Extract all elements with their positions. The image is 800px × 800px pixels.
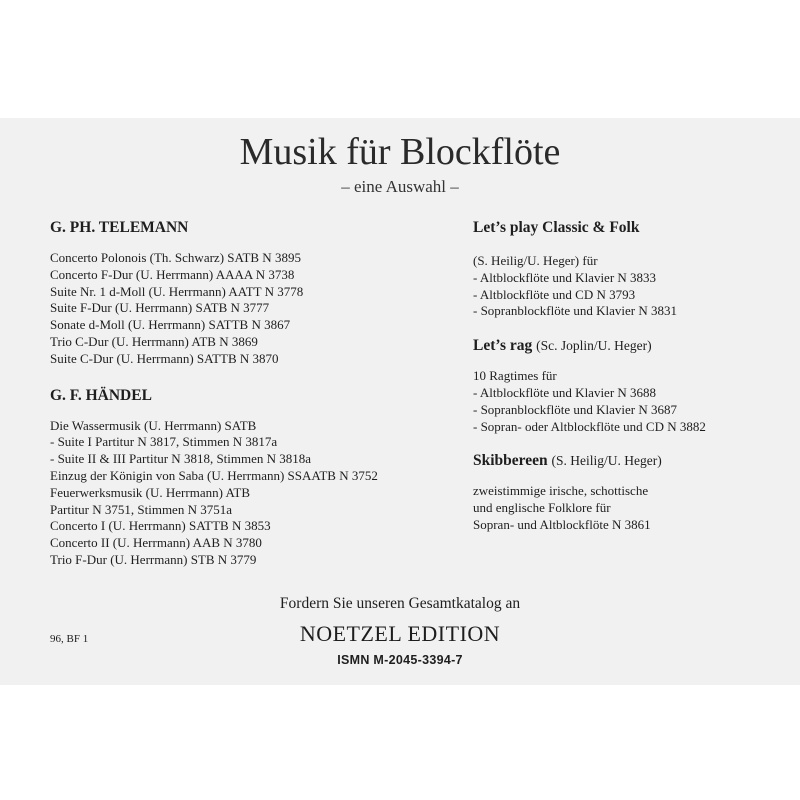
skibbereen-credit: (S. Heilig/U. Heger) <box>551 453 662 469</box>
list-item: Suite F-Dur (U. Herrmann) SATB N 3777 <box>50 300 270 316</box>
catalog-request: Fordern Sie unseren Gesamtkatalog an <box>279 595 521 612</box>
haendel-heading: G. F. HÄNDEL <box>50 386 152 404</box>
list-item: 10 Ragtimes für <box>473 368 557 384</box>
list-item: Trio C-Dur (U. Herrmann) ATB N 3869 <box>50 333 258 349</box>
list-item: (S. Heilig/U. Heger) für <box>473 253 598 268</box>
rag-list <box>473 368 773 435</box>
list-item: Suite Nr. 1 d-Moll (U. Herrmann) AATT N 3778 <box>50 283 304 299</box>
publisher-name: NOETZEL EDITION <box>299 621 501 646</box>
page-title: Musik für Blockflöte <box>239 131 561 173</box>
rag-title: Let’s rag <box>473 337 533 355</box>
list-item: - Sopranblockflöte und Klavier N 3831 <box>473 303 677 319</box>
list-item: Feuerwerksmusik (U. Herrmann) ATB <box>50 484 251 500</box>
page-subtitle: – eine Auswahl – <box>341 177 459 196</box>
classic-folk-heading: Let’s play Classic & Folk <box>473 219 640 236</box>
list-item: Partitur N 3751, Stimmen N 3751a <box>50 501 232 517</box>
ismn-code: ISMN M-2045-3394-7 <box>337 653 463 667</box>
list-item: - Sopran- oder Altblockflöte und CD N 3882 <box>473 418 706 434</box>
telemann-heading: G. PH. TELEMANN <box>50 219 189 236</box>
list-item: Einzug der Königin von Saba (U. Herrmann) SSAATB N 3752 <box>50 467 378 483</box>
reference-code: 96, BF 1 <box>50 633 89 645</box>
list-item: - Altblockflöte und Klavier N 3833 <box>473 269 657 285</box>
list-item: - Altblockflöte und Klavier N 3688 <box>473 384 657 400</box>
skibbereen-title: Skibbereen <box>473 452 548 470</box>
rag-heading <box>473 336 773 356</box>
list-item: Concerto I (U. Herrmann) SATTB N 3853 <box>50 518 271 534</box>
list-item: Die Wassermusik (U. Herrmann) SATB <box>50 417 257 433</box>
list-item: Concerto II (U. Herrmann) AAB N 3780 <box>50 535 262 551</box>
telemann-list <box>50 250 430 368</box>
list-item: - Altblockflöte und CD N 3793 <box>473 286 636 302</box>
list-item: - Suite II & III Partitur N 3818, Stimmen N 3818a <box>50 451 312 467</box>
rag-credit: (Sc. Joplin/U. Heger) <box>536 338 652 354</box>
list-item: - Sopranblockflöte und Klavier N 3687 <box>473 401 677 417</box>
classic-folk-list <box>473 253 773 320</box>
list-item: Trio F-Dur (U. Herrmann) STB N 3779 <box>50 551 257 567</box>
skibbereen-heading <box>473 451 773 471</box>
list-item: Sonate d-Moll (U. Herrmann) SATTB N 3867 <box>50 317 291 333</box>
list-item: - Suite I Partitur N 3817, Stimmen N 3817a <box>50 434 278 450</box>
list-item: und englische Folklore für <box>473 500 611 516</box>
right-column <box>473 218 773 534</box>
left-column <box>50 218 430 569</box>
list-item: Concerto Polonois (Th. Schwarz) SATB N 3895 <box>50 250 301 265</box>
list-item: Suite C-Dur (U. Herrmann) SATTB N 3870 <box>50 350 279 366</box>
skibbereen-list <box>473 483 773 533</box>
list-item: Sopran- und Altblockflöte N 3861 <box>473 516 651 532</box>
haendel-list <box>50 418 430 569</box>
list-item: zweistimmige irische, schottische <box>473 483 649 499</box>
list-item: Concerto F-Dur (U. Herrmann) AAAA N 3738 <box>50 266 295 282</box>
